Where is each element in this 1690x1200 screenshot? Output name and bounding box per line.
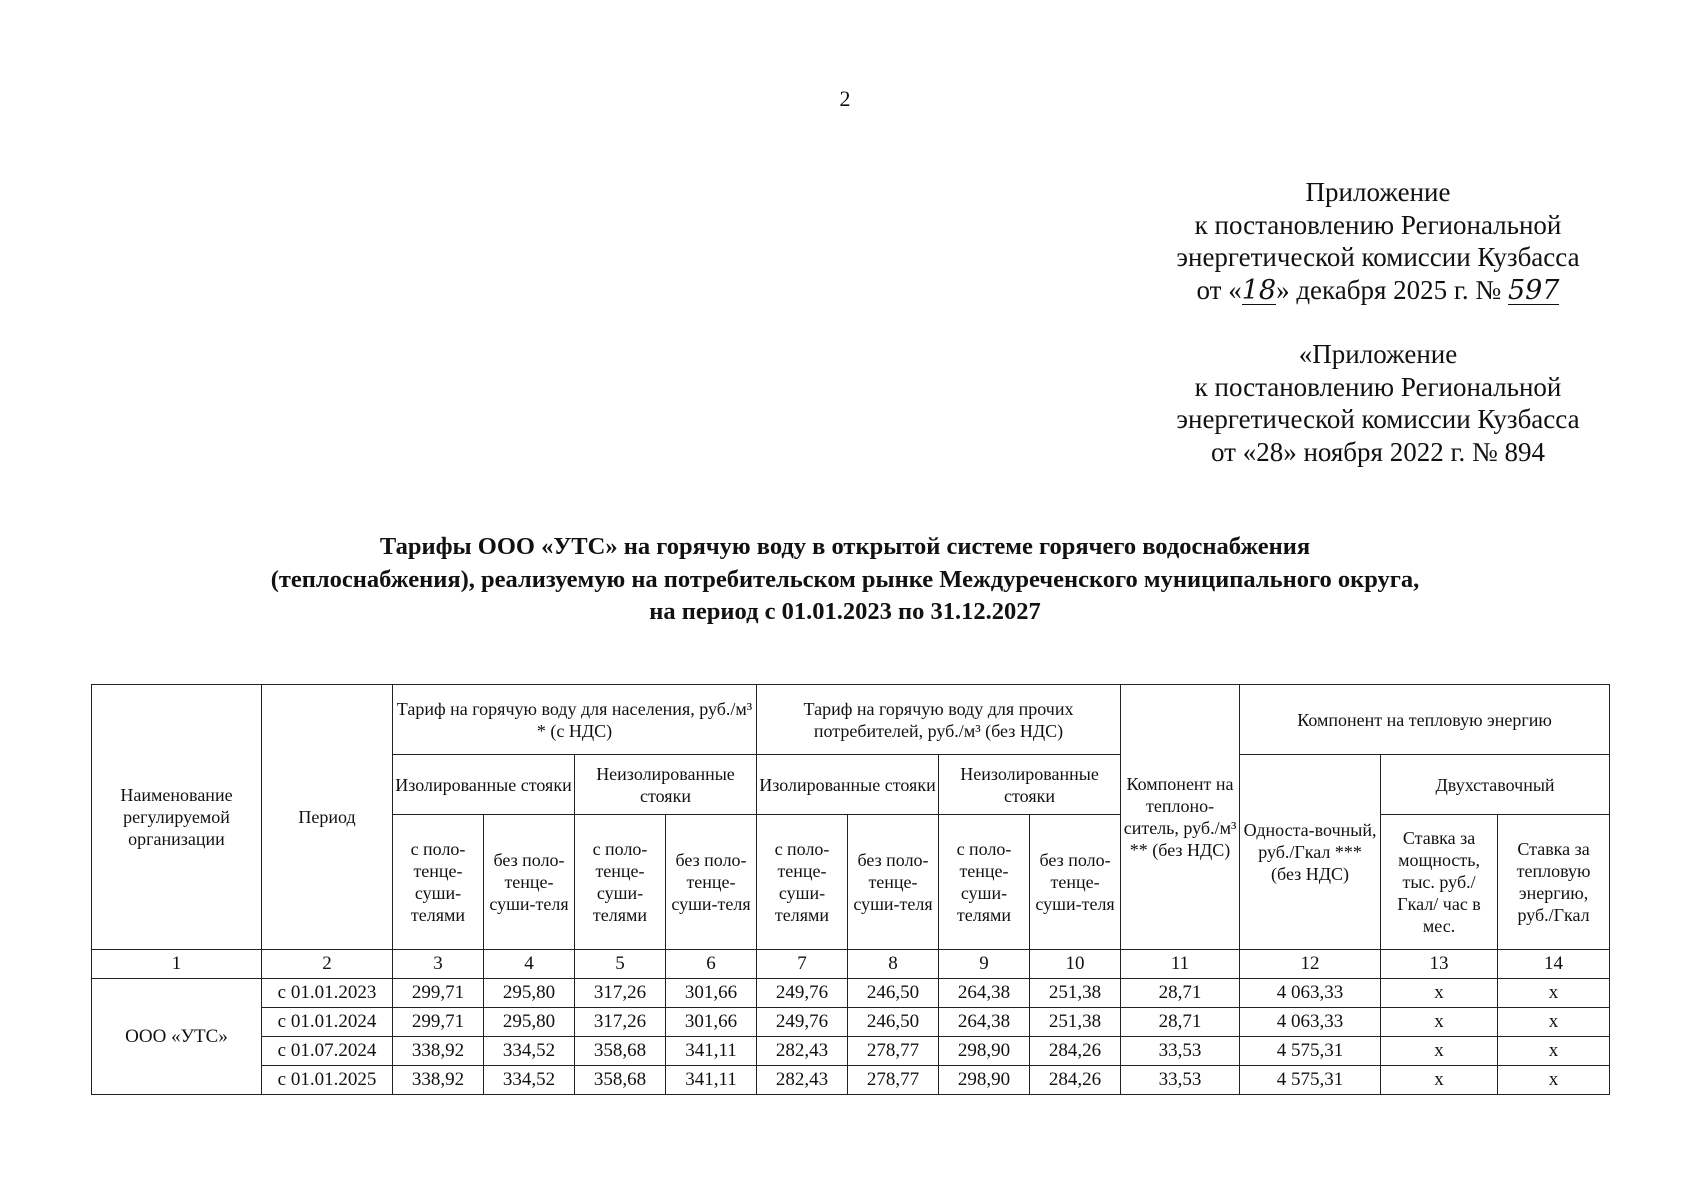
- value-cell: 282,43: [757, 1037, 848, 1066]
- value-cell: 4 063,33: [1240, 979, 1381, 1008]
- appendix-line: от «28» ноября 2022 г. № 894: [1211, 436, 1545, 467]
- header-non-insulated: Неизолированные стояки: [575, 755, 757, 815]
- value-cell: 334,52: [484, 1037, 575, 1066]
- column-number: 6: [666, 950, 757, 979]
- value-cell: 358,68: [575, 1066, 666, 1095]
- column-number: 12: [1240, 950, 1381, 979]
- value-cell: 301,66: [666, 979, 757, 1008]
- column-number: 8: [848, 950, 939, 979]
- column-number: 14: [1498, 950, 1610, 979]
- value-cell: 251,38: [1030, 1008, 1121, 1037]
- header-without-dryer: без поло-тенце-суши-теля: [484, 815, 575, 950]
- value-cell: 28,71: [1121, 1008, 1240, 1037]
- page-number: 2: [839, 86, 851, 111]
- period-cell: с 01.01.2025: [262, 1066, 393, 1095]
- value-cell: 295,80: [484, 1008, 575, 1037]
- value-cell: x: [1381, 1066, 1498, 1095]
- header-without-dryer: без поло-тенце-суши-теля: [666, 815, 757, 950]
- header-with-dryer: с поло-тенце-суши-телями: [939, 815, 1030, 950]
- value-cell: 317,26: [575, 979, 666, 1008]
- column-number: 10: [1030, 950, 1121, 979]
- header-without-dryer: без поло-тенце-суши-теля: [848, 815, 939, 950]
- handwritten-number: 597: [1507, 274, 1560, 306]
- value-cell: x: [1381, 1008, 1498, 1037]
- title-line: Тарифы ООО «УТС» на горячую воду в открытой системе горячего водоснабжения: [379, 533, 1311, 560]
- period-cell: с 01.01.2023: [262, 979, 393, 1008]
- period-cell: с 01.07.2024: [262, 1037, 393, 1066]
- header-insulated: Изолированные стояки: [757, 755, 939, 815]
- value-cell: 341,11: [666, 1037, 757, 1066]
- handwritten-day: 18: [1241, 274, 1277, 306]
- header-insulated: Изолированные стояки: [393, 755, 575, 815]
- date-middle: » декабря 2025 г. №: [1276, 274, 1508, 305]
- column-number-row: [92, 950, 1610, 979]
- organization-name: ООО «УТС»: [92, 979, 262, 1095]
- value-cell: 298,90: [939, 1037, 1030, 1066]
- title-line: (теплоснабжения), реализуемую на потребительском рынке Междуреченского муниципального округа,: [270, 565, 1420, 593]
- value-cell: x: [1381, 1037, 1498, 1066]
- value-cell: 295,80: [484, 979, 575, 1008]
- tariff-table: [91, 684, 1610, 1095]
- appendix-header: [1148, 176, 1608, 306]
- value-cell: 338,92: [393, 1066, 484, 1095]
- value-cell: 284,26: [1030, 1037, 1121, 1066]
- value-cell: 298,90: [939, 1066, 1030, 1095]
- header-with-dryer: с поло-тенце-суши-телями: [757, 815, 848, 950]
- table-row: [92, 1037, 1610, 1066]
- document-title: [0, 531, 1690, 629]
- value-cell: 334,52: [484, 1066, 575, 1095]
- header-carrier-component: Компонент на теплоно-ситель, руб./м³ ** (без НДС): [1121, 685, 1240, 950]
- table-row: [92, 979, 1610, 1008]
- value-cell: 299,71: [393, 979, 484, 1008]
- title-line: на период с 01.01.2023 по 31.12.2027: [649, 598, 1041, 625]
- appendix-line: энергетической комиссии Кузбасса: [1176, 404, 1580, 434]
- value-cell: 251,38: [1030, 979, 1121, 1008]
- header-without-dryer: без поло-тенце-суши-теля: [1030, 815, 1121, 950]
- value-cell: x: [1381, 979, 1498, 1008]
- value-cell: 28,71: [1121, 979, 1240, 1008]
- column-number: 13: [1381, 950, 1498, 979]
- value-cell: 301,66: [666, 1008, 757, 1037]
- header-with-dryer: с поло-тенце-суши-телями: [393, 815, 484, 950]
- value-cell: 282,43: [757, 1066, 848, 1095]
- value-cell: 33,53: [1121, 1037, 1240, 1066]
- header-non-insulated: Неизолированные стояки: [939, 755, 1121, 815]
- header-organization: Наименование регулируемой организации: [92, 685, 262, 950]
- header-single-rate: Односта-вочный, руб./Гкал *** (без НДС): [1240, 755, 1381, 950]
- column-number: 5: [575, 950, 666, 979]
- value-cell: x: [1498, 1037, 1610, 1066]
- period-cell: с 01.01.2024: [262, 1008, 393, 1037]
- column-number: 4: [484, 950, 575, 979]
- appendix-line: к постановлению Региональной: [1194, 209, 1562, 240]
- value-cell: 299,71: [393, 1008, 484, 1037]
- value-cell: 33,53: [1121, 1066, 1240, 1095]
- value-cell: 246,50: [848, 1008, 939, 1037]
- value-cell: 338,92: [393, 1037, 484, 1066]
- header-other-tariff: Тариф на горячую воду для прочих потребителей, руб./м³ (без НДС): [757, 685, 1121, 755]
- value-cell: 358,68: [575, 1037, 666, 1066]
- header-period: Период: [262, 685, 393, 950]
- appendix-date-line: [1148, 274, 1608, 307]
- value-cell: 264,38: [939, 1008, 1030, 1037]
- value-cell: x: [1498, 1008, 1610, 1037]
- value-cell: 4 575,31: [1240, 1066, 1381, 1095]
- value-cell: 249,76: [757, 1008, 848, 1037]
- column-number: 9: [939, 950, 1030, 979]
- table-row: [92, 1008, 1610, 1037]
- column-number: 2: [262, 950, 393, 979]
- value-cell: x: [1498, 1066, 1610, 1095]
- value-cell: 246,50: [848, 979, 939, 1008]
- appendix-line: к постановлению Региональной: [1194, 371, 1562, 402]
- original-appendix-header: [1148, 338, 1608, 468]
- date-prefix: от «: [1196, 274, 1242, 305]
- header-heat-component: Компонент на тепловую энергию: [1240, 685, 1610, 755]
- header-two-rate: Двухставочный: [1381, 755, 1610, 815]
- value-cell: 341,11: [666, 1066, 757, 1095]
- header-energy-rate: Ставка за тепловую энергию, руб./Гкал: [1498, 815, 1610, 950]
- value-cell: x: [1498, 979, 1610, 1008]
- value-cell: 264,38: [939, 979, 1030, 1008]
- appendix-line: Приложение: [1305, 177, 1451, 207]
- header-with-dryer: с поло-тенце-суши-телями: [575, 815, 666, 950]
- value-cell: 4 063,33: [1240, 1008, 1381, 1037]
- value-cell: 249,76: [757, 979, 848, 1008]
- header-population-tariff: Тариф на горячую воду для населения, руб./м³ * (с НДС): [393, 685, 757, 755]
- column-number: 7: [757, 950, 848, 979]
- value-cell: 278,77: [848, 1037, 939, 1066]
- appendix-line: энергетической комиссии Кузбасса: [1176, 242, 1580, 272]
- table-row: [92, 1066, 1610, 1095]
- value-cell: 4 575,31: [1240, 1037, 1381, 1066]
- value-cell: 278,77: [848, 1066, 939, 1095]
- column-number: 1: [92, 950, 262, 979]
- appendix-line: «Приложение: [1298, 339, 1458, 369]
- header-capacity-rate: Ставка за мощность, тыс. руб./Гкал/ час в мес.: [1381, 815, 1498, 950]
- value-cell: 317,26: [575, 1008, 666, 1037]
- column-number: 11: [1121, 950, 1240, 979]
- value-cell: 284,26: [1030, 1066, 1121, 1095]
- column-number: 3: [393, 950, 484, 979]
